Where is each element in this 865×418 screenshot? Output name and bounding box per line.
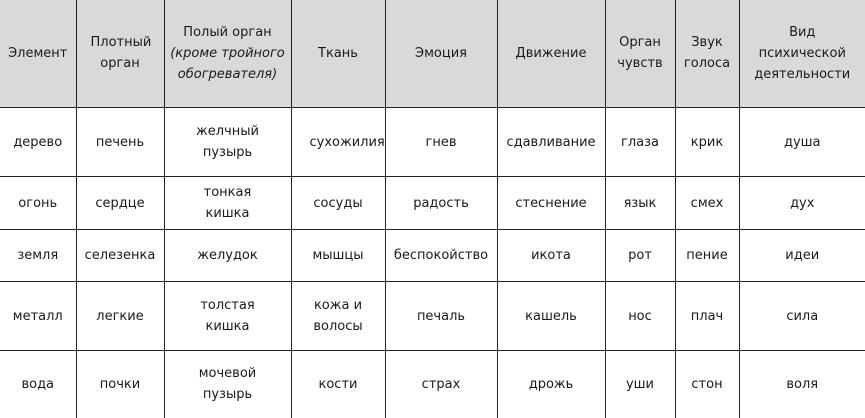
- table-cell: икота: [497, 229, 605, 281]
- header-label: Звук голоса: [683, 35, 731, 72]
- header-label: Ткань: [318, 45, 358, 61]
- table-cell: селезенка: [76, 229, 164, 281]
- table-cell: почки: [76, 350, 164, 418]
- table-cell: печаль: [385, 282, 497, 351]
- table-cell: дерево: [0, 107, 76, 177]
- table-cell: идеи: [739, 229, 865, 281]
- header-label: Вид психической деятельности: [754, 24, 851, 82]
- header-mental-activity: [739, 0, 865, 107]
- table-cell: металл: [0, 282, 76, 351]
- table-cell: стон: [675, 350, 739, 418]
- header-label: Полый орган: [183, 24, 272, 40]
- header-solid-organ: [76, 0, 164, 107]
- header-sublabel: (кроме тройного обогревателя): [170, 45, 285, 82]
- table-cell: пение: [675, 229, 739, 281]
- table-row: [0, 177, 865, 229]
- table-cell: рот: [605, 229, 675, 281]
- table-row: [0, 350, 865, 418]
- table-row: [0, 229, 865, 281]
- table-cell: гнев: [385, 107, 497, 177]
- table-cell: плач: [675, 282, 739, 351]
- table-cell: кашель: [497, 282, 605, 351]
- table-cell: кости: [291, 350, 385, 418]
- header-label: Плотный орган: [90, 35, 152, 72]
- table-cell: земля: [0, 229, 76, 281]
- table-cell: радость: [385, 177, 497, 229]
- header-emotion: [385, 0, 497, 107]
- table-cell: дрожь: [497, 350, 605, 418]
- table-cell: желудок: [164, 229, 291, 281]
- header-row: [0, 0, 865, 107]
- table-row: [0, 282, 865, 351]
- header-tissue: [291, 0, 385, 107]
- table-cell: крик: [675, 107, 739, 177]
- header-element: [0, 0, 76, 107]
- table-cell: сила: [739, 282, 865, 351]
- table-cell: беспокойство: [385, 229, 497, 281]
- table-cell: сухожилия: [291, 107, 385, 177]
- header-voice-sound: [675, 0, 739, 107]
- table-cell: душа: [739, 107, 865, 177]
- table-cell: сердце: [76, 177, 164, 229]
- table-cell: страх: [385, 350, 497, 418]
- header-label: Орган чувств: [617, 35, 663, 72]
- table-cell: желчный пузырь: [164, 107, 291, 177]
- header-movement: [497, 0, 605, 107]
- table-cell: печень: [76, 107, 164, 177]
- table-cell: легкие: [76, 282, 164, 351]
- table-cell: кожа и волосы: [291, 282, 385, 351]
- table-cell: смех: [675, 177, 739, 229]
- table-cell: дух: [739, 177, 865, 229]
- table-cell: сосуды: [291, 177, 385, 229]
- table-row: [0, 107, 865, 177]
- header-hollow-organ: [164, 0, 291, 107]
- header-label: Элемент: [8, 45, 68, 61]
- table-cell: сдавливание: [497, 107, 605, 177]
- table-cell: стеснение: [497, 177, 605, 229]
- table-cell: толстая кишка: [164, 282, 291, 351]
- header-label: Эмоция: [415, 45, 467, 61]
- header-label: Движение: [515, 45, 587, 61]
- table-cell: нос: [605, 282, 675, 351]
- table-cell: мочевой пузырь: [164, 350, 291, 418]
- table-cell: огонь: [0, 177, 76, 229]
- table-cell: вода: [0, 350, 76, 418]
- table-cell: глаза: [605, 107, 675, 177]
- table-cell: тонкая кишка: [164, 177, 291, 229]
- table-cell: язык: [605, 177, 675, 229]
- table-cell: воля: [739, 350, 865, 418]
- table-cell: уши: [605, 350, 675, 418]
- table-cell: мышцы: [291, 229, 385, 281]
- header-sense-organ: [605, 0, 675, 107]
